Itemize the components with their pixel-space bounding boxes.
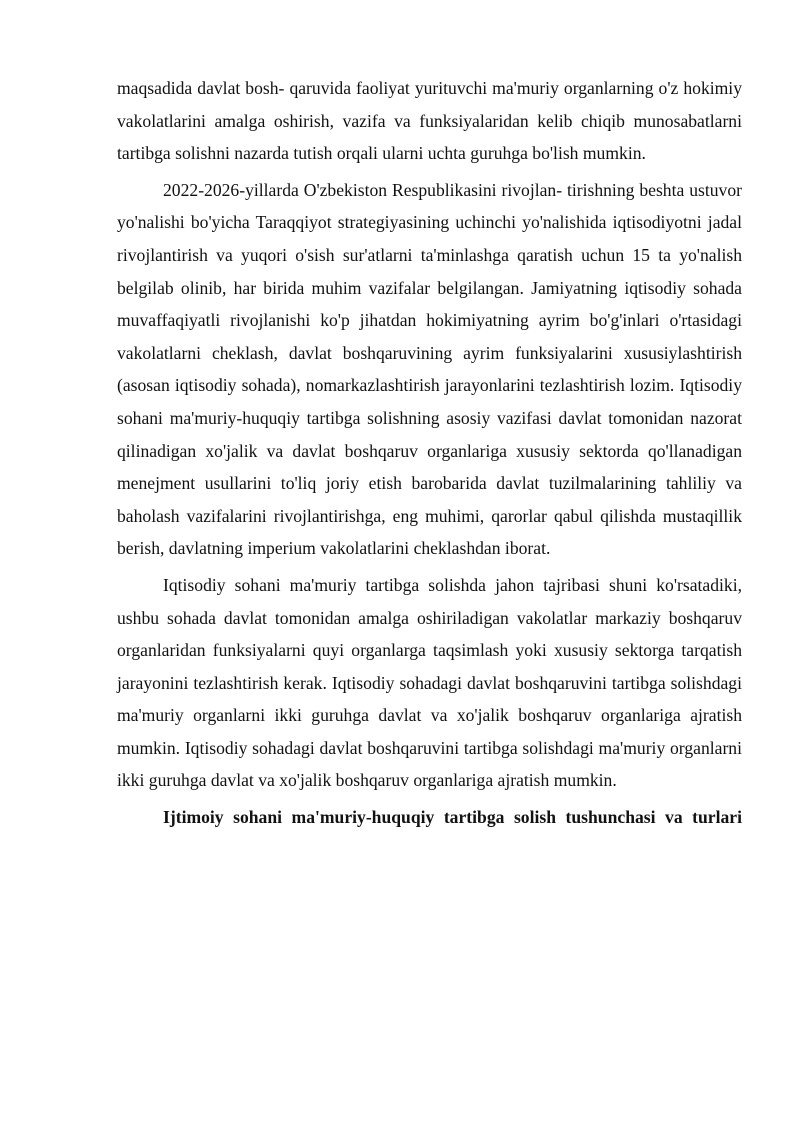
- paragraph-world-experience: Iqtisodiy sohani ma'muriy tartibga solishda jahon tajribasi shuni ko'rsatadiki, ushbu sohada davlat tomonidan amalga oshiriladigan vakolatlar markaziy boshqaruv organlaridan funksiyalarni quyi organlarga taqsimlash yoki xususiy sektorga tarqatish jarayonini tezlashtirish kerak. Iqtisodiy sohadagi davlat boshqaruvini tartibga solishdagi ma'muriy organlarni ikki guruhga davlat va xo'jalik boshqaruv organlariga ajratish mumkin. Iqtisodiy sohadagi davlat boshqaruvini tartibga solishdagi ma'muriy organlarni ikki guruhga davlat va xo'jalik boshqaruv organlariga ajratish mumkin.: [117, 574, 742, 791]
- paragraph-development-strategy: 2022-2026-yillarda O'zbekiston Respublikasini rivojlan- tirishning beshta ustuvor yo'nalishi bo'yicha Taraqqiyot strategiyasining uchinchi yo'nalishida iqtisodiyotni jadal rivojlantirish va yuqori o'sish sur'atlarni ta'minlashga qaratish uchun 15 ta yo'nalish belgilab olinib, har birida muhim vazifalar belgilangan. Jamiyatning iqtisodiy sohada muvaffaqiyatli rivojlanishi ko'p jihatdan hokimiyatning ayrim bo'g'inlari o'rtasidagi vakolatlarni cheklash, davlat boshqaruvining ayrim funksiyalarini xususiylashtirish (asosan iqtisodiy sohada), nomarkazlashtirish jarayonlarini tezlashtirish lozim. Iqtisodiy sohani ma'muriy-huquqiy tartibga solishning asosiy vazifasi davlat tomonidan nazorat qilinadigan xo'jalik va davlat boshqaruv organlariga xususiy sektorda qo'llanadigan menejment usullarini to'liq joriy etish barobarida davlat tuzilmalarining tahliliy va baholash vazifalarini rivojlantirishga, eng muhimi, qarorlar qabul qilishda mustaqillik berish, davlatning imperium vakolatlarini cheklashdan iborat.: [117, 179, 742, 559]
- paragraph-continuation: maqsadida davlat bosh- qaruvida faoliyat yurituvchi ma'muriy organlarning o'z hokimiy vakolatlarini amalga oshirish, vazifa va funksiyalaridan kelib chiqib munosabatlarni tartibga solishni nazarda tutish orqali ularni uchta guruhga bo'lish mumkin.: [117, 78, 742, 164]
- document-page: [117, 72, 742, 834]
- section-heading: Ijtimoiy sohani ma'muriy-huquqiy tartibga solish tushunchasi va turlari: [163, 807, 742, 828]
